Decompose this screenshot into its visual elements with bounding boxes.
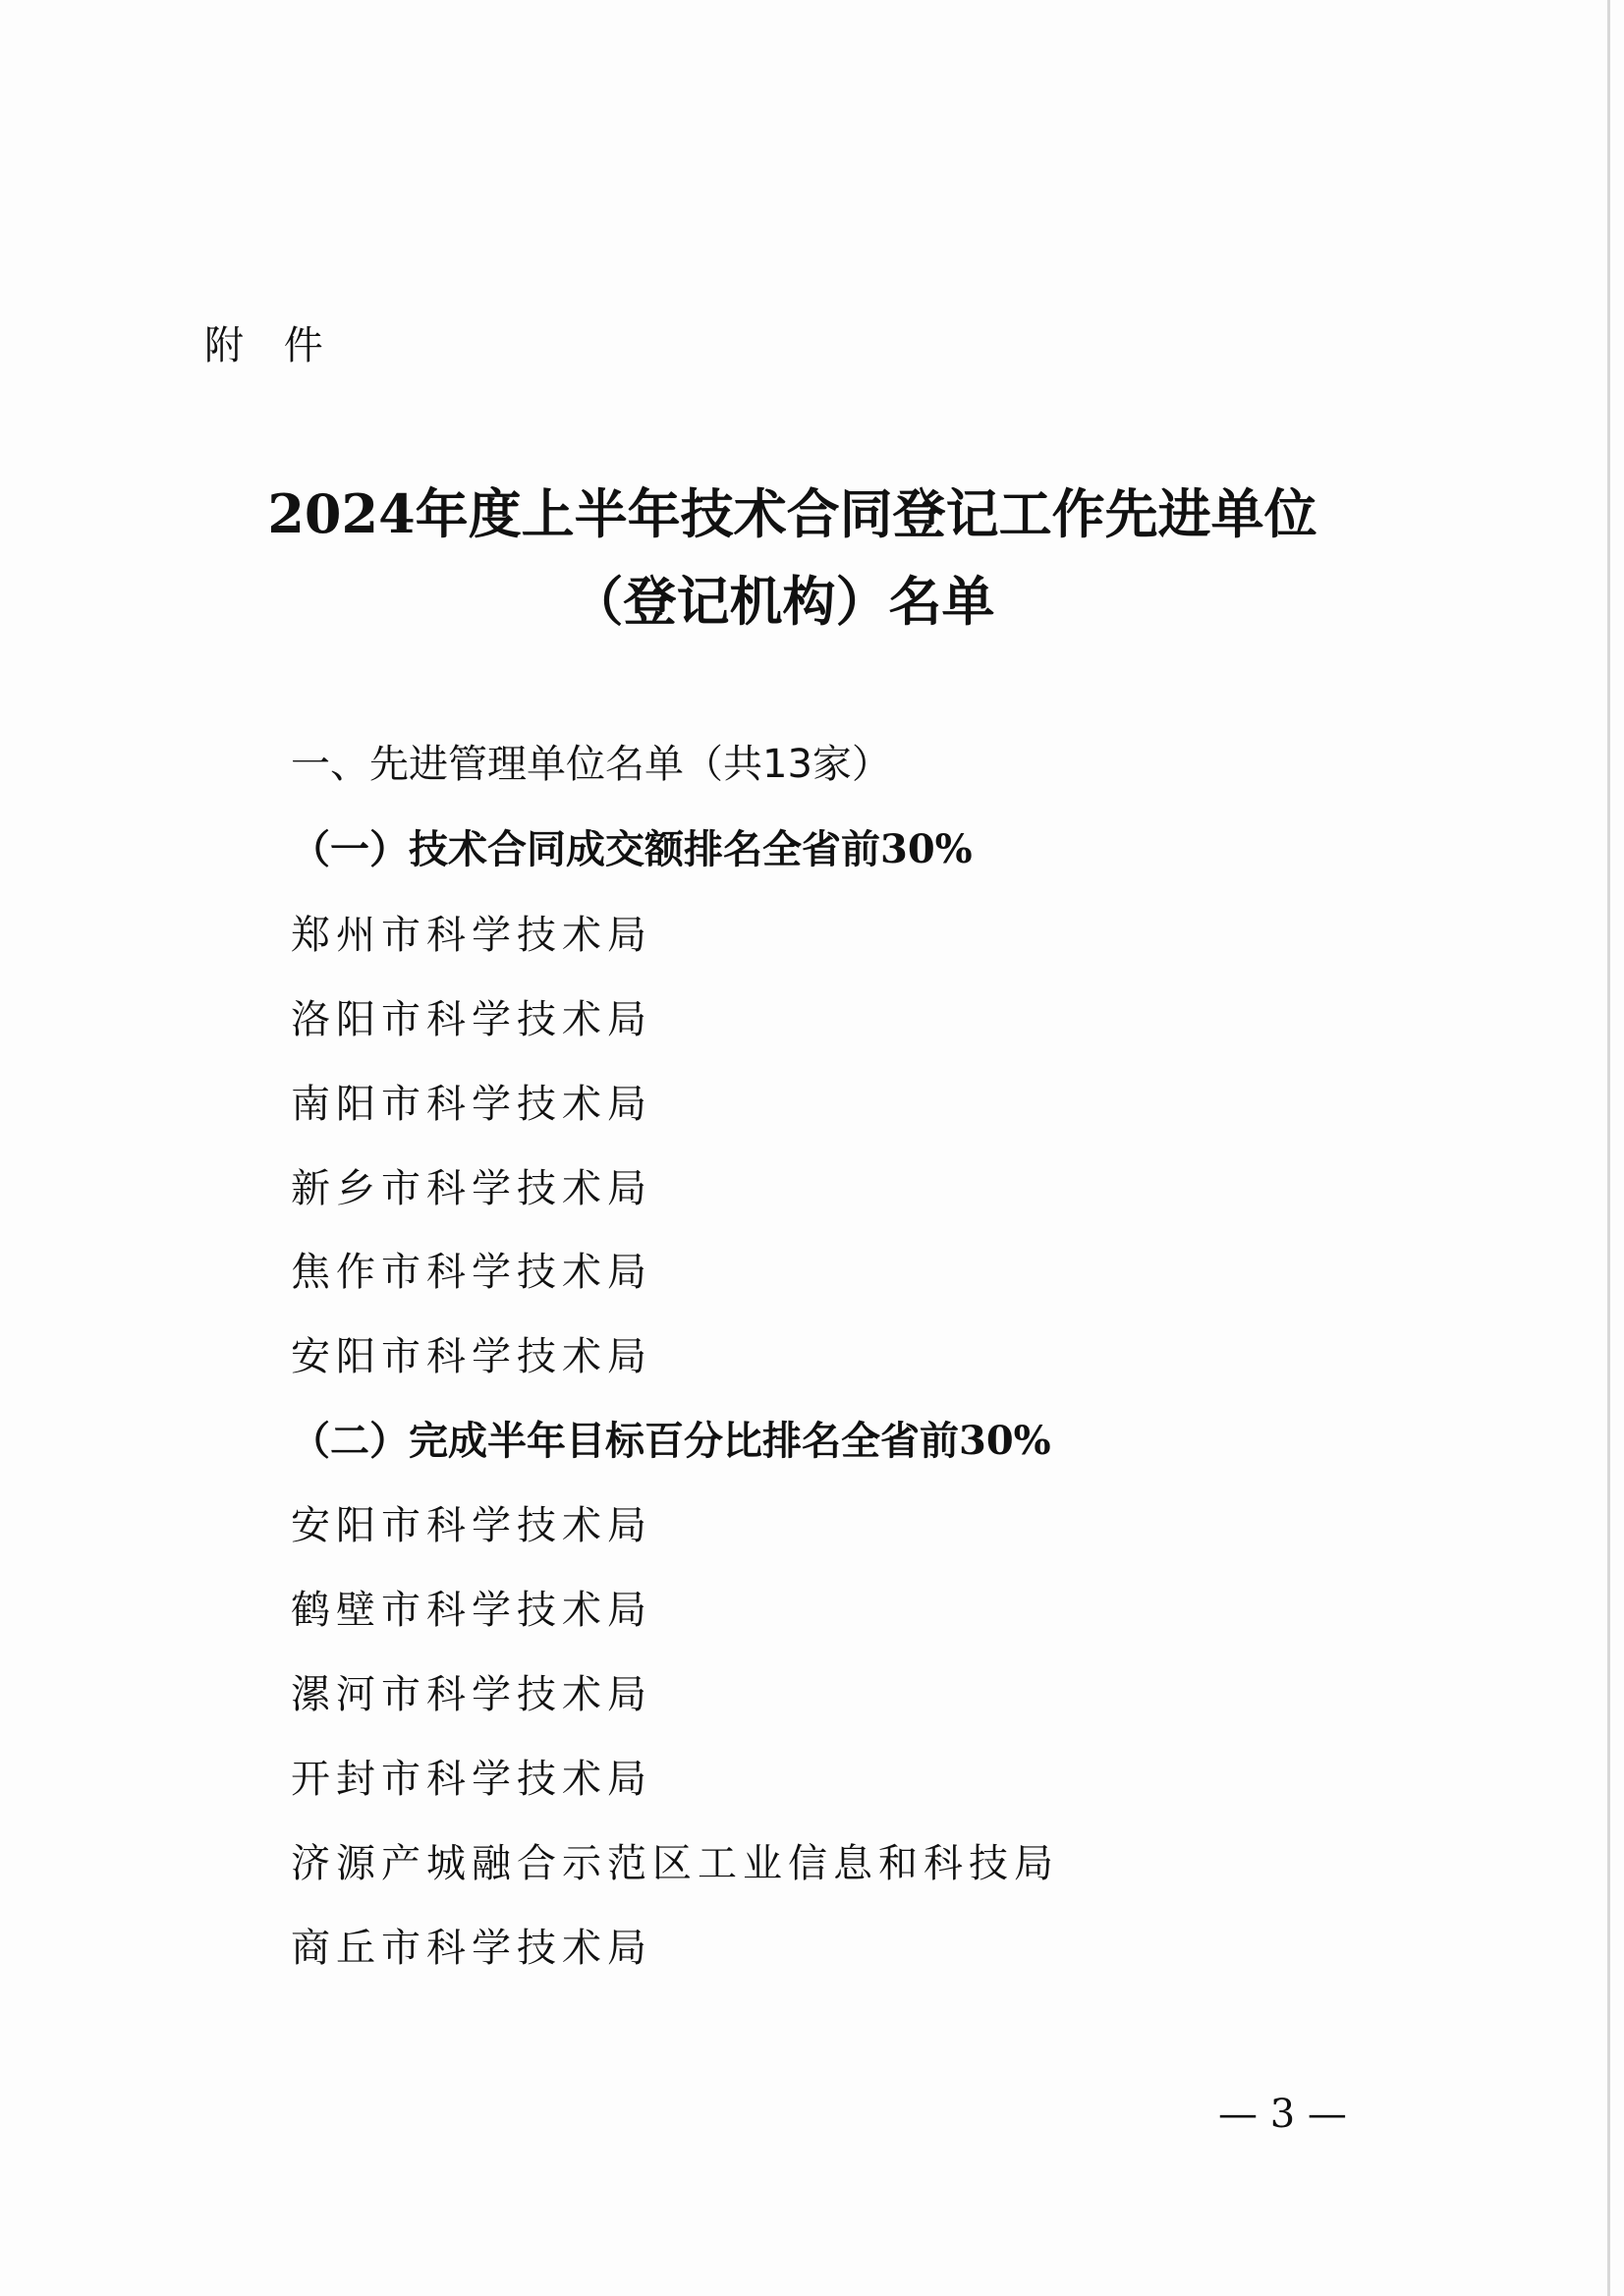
list-item: 济源产城融合示范区工业信息和科技局 bbox=[291, 1841, 1059, 1886]
list-item: 新乡市科学技术局 bbox=[291, 1166, 652, 1211]
subsection-heading-2: （二）完成半年目标百分比排名全省前30% bbox=[291, 1418, 1051, 1464]
list-item: 开封市科学技术局 bbox=[291, 1757, 652, 1802]
list-item: 南阳市科学技术局 bbox=[291, 1082, 652, 1127]
list-item: 安阳市科学技术局 bbox=[291, 1334, 652, 1379]
subsection-heading-1: （一）技术合同成交额排名全省前30% bbox=[291, 826, 973, 872]
list-item: 洛阳市科学技术局 bbox=[291, 997, 652, 1042]
list-item: 鹤壁市科学技术局 bbox=[291, 1588, 652, 1633]
list-item: 安阳市科学技术局 bbox=[291, 1503, 652, 1548]
section-heading: 一、先进管理单位名单（共13家） bbox=[291, 742, 891, 787]
list-item: 商丘市科学技术局 bbox=[291, 1926, 652, 1971]
list-item: 焦作市科学技术局 bbox=[291, 1250, 652, 1295]
list-item: 郑州市科学技术局 bbox=[291, 913, 652, 958]
page-number: — 3 — bbox=[1218, 2092, 1347, 2137]
attachment-label: 附 件 bbox=[204, 323, 337, 368]
document-title-line-2: （登记机构）名单 bbox=[570, 570, 995, 633]
document-title-line-1: 2024年度上半年技术合同登记工作先进单位 bbox=[267, 482, 1317, 545]
page-edge bbox=[1607, 0, 1610, 2296]
list-item: 漯河市科学技术局 bbox=[291, 1672, 652, 1717]
